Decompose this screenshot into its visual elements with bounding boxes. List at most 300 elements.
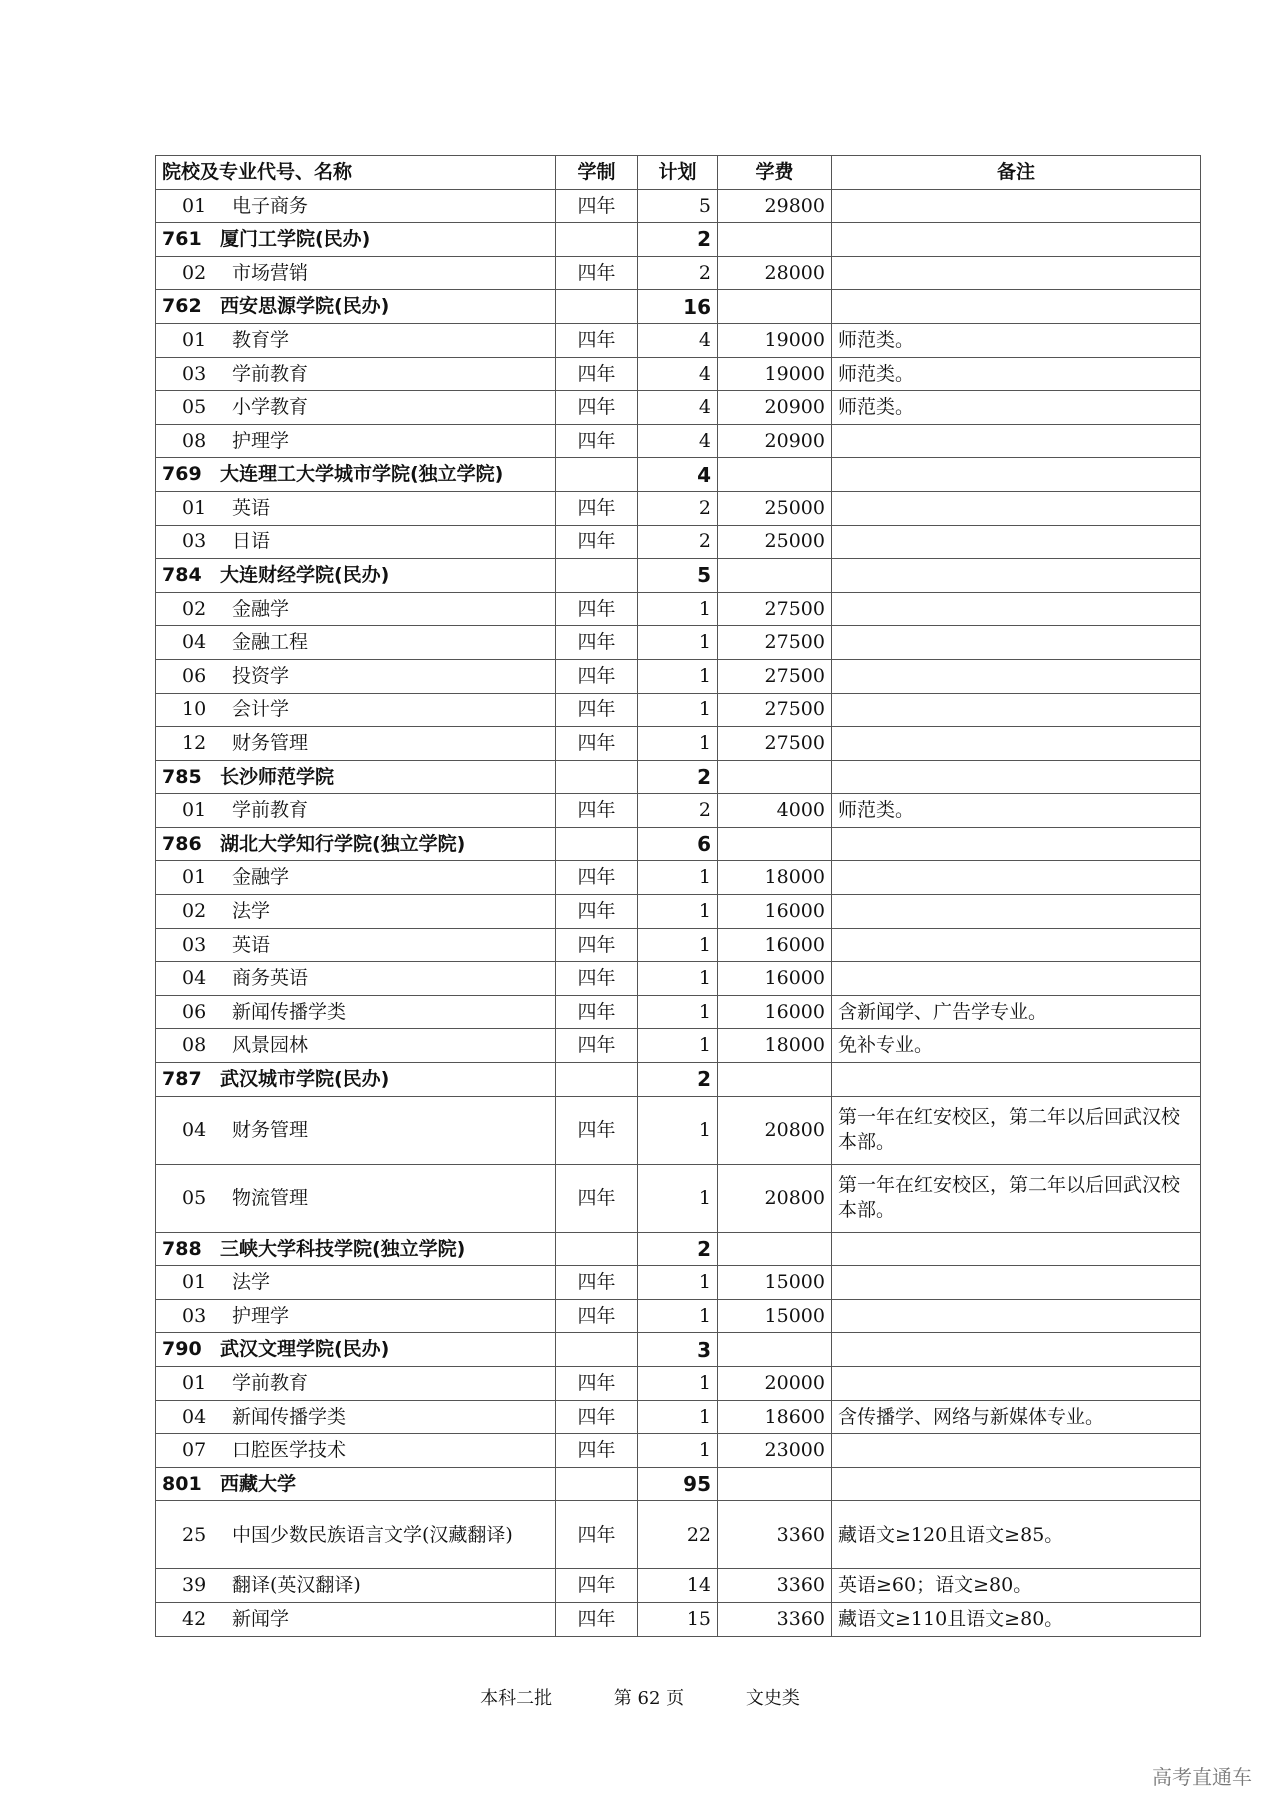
length-cell: 四年: [556, 794, 638, 828]
length-cell: 四年: [556, 1569, 638, 1603]
note-cell: [832, 256, 1201, 290]
major-name: 风景园林: [232, 1034, 309, 1057]
plan-cell: 2: [638, 1232, 718, 1266]
plan-cell: 3: [638, 1333, 718, 1367]
plan-cell: 1: [638, 592, 718, 626]
fee-cell: [718, 827, 832, 861]
major-code: 06: [182, 664, 207, 687]
plan-cell: 4: [638, 323, 718, 357]
fee-cell: 15000: [718, 1266, 832, 1300]
school-name: 西藏大学: [220, 1472, 297, 1495]
school-row: [156, 1063, 1201, 1097]
major-name-cell: [156, 1367, 556, 1401]
footer-category: 文史类: [745, 1688, 800, 1709]
fee-cell: 23000: [718, 1434, 832, 1468]
major-code: 25: [182, 1523, 207, 1546]
page-footer: [0, 1684, 1280, 1710]
length-cell: 四年: [556, 1164, 638, 1232]
major-row: [156, 861, 1201, 895]
length-cell: [556, 1232, 638, 1266]
fee-cell: 3360: [718, 1569, 832, 1603]
school-code: 784: [162, 564, 202, 587]
school-name-cell: [156, 290, 556, 324]
fee-cell: 3360: [718, 1501, 832, 1569]
note-cell: 免补专业。: [832, 1029, 1201, 1063]
plan-cell: 2: [638, 794, 718, 828]
note-cell: [832, 895, 1201, 929]
admission-plan-table: [155, 155, 1201, 1637]
length-cell: 四年: [556, 189, 638, 223]
major-row: [156, 256, 1201, 290]
school-name-cell: [156, 827, 556, 861]
major-code: 42: [182, 1607, 207, 1630]
note-cell: 藏语文≥110且语文≥80。: [832, 1602, 1201, 1636]
note-cell: 英语≥60；语文≥80。: [832, 1569, 1201, 1603]
major-name-cell: [156, 491, 556, 525]
major-code: 05: [182, 1186, 207, 1209]
plan-cell: 6: [638, 827, 718, 861]
major-row: [156, 525, 1201, 559]
length-cell: 四年: [556, 1602, 638, 1636]
plan-cell: 1: [638, 659, 718, 693]
school-code: 787: [162, 1067, 202, 1090]
major-code: 08: [182, 1034, 207, 1057]
major-name-cell: [156, 1266, 556, 1300]
length-cell: [556, 223, 638, 257]
length-cell: 四年: [556, 391, 638, 425]
major-name-cell: [156, 1299, 556, 1333]
length-cell: 四年: [556, 1400, 638, 1434]
major-name-cell: [156, 626, 556, 660]
note-cell: [832, 424, 1201, 458]
school-name: 武汉城市学院(民办): [220, 1067, 390, 1090]
major-code: 08: [182, 429, 207, 452]
major-code: 05: [182, 396, 207, 419]
fee-cell: 28000: [718, 256, 832, 290]
major-row: [156, 727, 1201, 761]
note-cell: [832, 491, 1201, 525]
major-name: 财务管理: [232, 1118, 309, 1141]
fee-cell: [718, 1232, 832, 1266]
plan-cell: 1: [638, 1299, 718, 1333]
major-code: 06: [182, 1000, 207, 1023]
major-row: [156, 189, 1201, 223]
major-row: [156, 1367, 1201, 1401]
fee-cell: 27500: [718, 727, 832, 761]
plan-cell: 4: [638, 391, 718, 425]
major-row: [156, 1266, 1201, 1300]
school-row: [156, 1232, 1201, 1266]
note-cell: [832, 962, 1201, 996]
school-name-cell: [156, 223, 556, 257]
length-cell: [556, 458, 638, 492]
school-name-cell: [156, 1467, 556, 1501]
major-name: 会计学: [232, 698, 290, 721]
plan-cell: 2: [638, 760, 718, 794]
major-name-cell: [156, 693, 556, 727]
major-row: [156, 1602, 1201, 1636]
major-name: 新闻传播学类: [232, 1405, 347, 1428]
table-header-row: [156, 156, 1201, 190]
fee-cell: [718, 1467, 832, 1501]
school-code: 790: [162, 1338, 202, 1361]
footer-batch: 本科二批: [480, 1688, 553, 1709]
length-cell: 四年: [556, 626, 638, 660]
footer-page: 第 62 页: [613, 1688, 685, 1709]
school-code: 785: [162, 765, 202, 788]
school-code: 762: [162, 295, 202, 318]
plan-cell: 1: [638, 995, 718, 1029]
major-name: 护理学: [232, 429, 290, 452]
plan-cell: 4: [638, 458, 718, 492]
length-cell: 四年: [556, 1266, 638, 1300]
major-name: 口腔医学技术: [232, 1439, 347, 1462]
fee-cell: 25000: [718, 491, 832, 525]
major-name: 投资学: [232, 664, 290, 687]
length-cell: 四年: [556, 1434, 638, 1468]
major-row: [156, 323, 1201, 357]
major-row: [156, 1164, 1201, 1232]
school-code: 769: [162, 463, 202, 486]
major-name-cell: [156, 895, 556, 929]
fee-cell: 20000: [718, 1367, 832, 1401]
note-cell: [832, 1232, 1201, 1266]
fee-cell: 18600: [718, 1400, 832, 1434]
fee-cell: 20900: [718, 424, 832, 458]
major-row: [156, 391, 1201, 425]
major-name-cell: [156, 1029, 556, 1063]
fee-cell: [718, 223, 832, 257]
note-cell: 师范类。: [832, 794, 1201, 828]
note-cell: [832, 693, 1201, 727]
major-name-cell: [156, 794, 556, 828]
length-cell: [556, 290, 638, 324]
fee-cell: [718, 559, 832, 593]
plan-cell: 2: [638, 223, 718, 257]
major-name-cell: [156, 323, 556, 357]
note-cell: 藏语文≥120且语文≥85。: [832, 1501, 1201, 1569]
fee-cell: 16000: [718, 962, 832, 996]
header-note: 备注: [832, 156, 1201, 190]
note-cell: [832, 928, 1201, 962]
major-name: 商务英语: [232, 967, 309, 990]
length-cell: 四年: [556, 525, 638, 559]
major-row: [156, 1400, 1201, 1434]
major-row: [156, 1569, 1201, 1603]
note-cell: [832, 592, 1201, 626]
major-name: 学前教育: [232, 1371, 309, 1394]
fee-cell: 20800: [718, 1164, 832, 1232]
plan-cell: 2: [638, 1063, 718, 1097]
fee-cell: 27500: [718, 693, 832, 727]
plan-cell: 1: [638, 1096, 718, 1164]
note-cell: [832, 1434, 1201, 1468]
fee-cell: 20900: [718, 391, 832, 425]
fee-cell: [718, 760, 832, 794]
major-name-cell: [156, 525, 556, 559]
major-name-cell: [156, 424, 556, 458]
note-cell: 师范类。: [832, 391, 1201, 425]
school-row: [156, 290, 1201, 324]
major-name-cell: [156, 928, 556, 962]
major-name: 教育学: [232, 328, 290, 351]
length-cell: 四年: [556, 424, 638, 458]
major-code: 03: [182, 933, 207, 956]
major-name-cell: [156, 727, 556, 761]
major-name: 电子商务: [232, 194, 309, 217]
school-name: 大连理工大学城市学院(独立学院): [220, 463, 504, 486]
plan-cell: 1: [638, 626, 718, 660]
length-cell: 四年: [556, 256, 638, 290]
major-name-cell: [156, 391, 556, 425]
plan-cell: 2: [638, 525, 718, 559]
school-row: [156, 458, 1201, 492]
major-code: 01: [182, 1271, 207, 1294]
major-row: [156, 1299, 1201, 1333]
fee-cell: 27500: [718, 626, 832, 660]
major-name-cell: [156, 189, 556, 223]
length-cell: 四年: [556, 592, 638, 626]
major-name-cell: [156, 592, 556, 626]
major-name-cell: [156, 1400, 556, 1434]
school-name: 大连财经学院(民办): [220, 564, 390, 587]
note-cell: [832, 559, 1201, 593]
fee-cell: 16000: [718, 995, 832, 1029]
header-fee: 学费: [718, 156, 832, 190]
fee-cell: 20800: [718, 1096, 832, 1164]
length-cell: [556, 1467, 638, 1501]
length-cell: 四年: [556, 323, 638, 357]
plan-cell: 1: [638, 1164, 718, 1232]
note-cell: 含新闻学、广告学专业。: [832, 995, 1201, 1029]
length-cell: [556, 559, 638, 593]
plan-cell: 4: [638, 424, 718, 458]
note-cell: [832, 659, 1201, 693]
school-name: 西安思源学院(民办): [220, 295, 390, 318]
school-name: 武汉文理学院(民办): [220, 1338, 390, 1361]
length-cell: 四年: [556, 1501, 638, 1569]
length-cell: 四年: [556, 491, 638, 525]
note-cell: [832, 760, 1201, 794]
plan-cell: 1: [638, 727, 718, 761]
major-name-cell: [156, 1501, 556, 1569]
major-name: 金融工程: [232, 631, 309, 654]
major-name: 市场营销: [232, 261, 309, 284]
major-code: 01: [182, 194, 207, 217]
major-code: 01: [182, 1371, 207, 1394]
major-code: 04: [182, 631, 207, 654]
plan-cell: 1: [638, 1367, 718, 1401]
major-name-cell: [156, 861, 556, 895]
fee-cell: 29800: [718, 189, 832, 223]
major-name-cell: [156, 1164, 556, 1232]
fee-cell: [718, 1063, 832, 1097]
note-cell: [832, 290, 1201, 324]
plan-cell: 2: [638, 491, 718, 525]
school-name-cell: [156, 559, 556, 593]
major-name-cell: [156, 1602, 556, 1636]
length-cell: [556, 827, 638, 861]
plan-cell: 1: [638, 1434, 718, 1468]
fee-cell: [718, 1333, 832, 1367]
plan-cell: 16: [638, 290, 718, 324]
major-name: 翻译(英汉翻译): [232, 1574, 361, 1597]
header-name: 院校及专业代号、名称: [156, 156, 556, 190]
fee-cell: 19000: [718, 357, 832, 391]
fee-cell: 25000: [718, 525, 832, 559]
fee-cell: 27500: [718, 592, 832, 626]
major-row: [156, 1501, 1201, 1569]
major-name: 新闻学: [232, 1607, 290, 1630]
note-cell: [832, 861, 1201, 895]
plan-cell: 5: [638, 189, 718, 223]
note-cell: [832, 525, 1201, 559]
school-code: 761: [162, 228, 202, 251]
school-row: [156, 827, 1201, 861]
major-code: 01: [182, 328, 207, 351]
school-name: 三峡大学科技学院(独立学院): [220, 1237, 466, 1260]
length-cell: 四年: [556, 928, 638, 962]
plan-cell: 22: [638, 1501, 718, 1569]
note-cell: [832, 1266, 1201, 1300]
fee-cell: 18000: [718, 1029, 832, 1063]
fee-cell: 16000: [718, 895, 832, 929]
major-code: 10: [182, 698, 207, 721]
plan-cell: 95: [638, 1467, 718, 1501]
major-code: 01: [182, 496, 207, 519]
major-row: [156, 659, 1201, 693]
length-cell: 四年: [556, 357, 638, 391]
school-name-cell: [156, 1063, 556, 1097]
major-row: [156, 626, 1201, 660]
major-row: [156, 491, 1201, 525]
plan-cell: 5: [638, 559, 718, 593]
major-code: 03: [182, 362, 207, 385]
length-cell: 四年: [556, 962, 638, 996]
major-row: [156, 995, 1201, 1029]
fee-cell: 4000: [718, 794, 832, 828]
major-name-cell: [156, 1096, 556, 1164]
major-code: 02: [182, 261, 207, 284]
plan-cell: 1: [638, 1266, 718, 1300]
school-name: 厦门工学院(民办): [220, 228, 371, 251]
major-code: 03: [182, 1304, 207, 1327]
major-name: 护理学: [232, 1304, 290, 1327]
header-length: 学制: [556, 156, 638, 190]
major-name: 金融学: [232, 866, 290, 889]
major-name-cell: [156, 256, 556, 290]
length-cell: [556, 1333, 638, 1367]
major-code: 01: [182, 866, 207, 889]
fee-cell: 27500: [718, 659, 832, 693]
major-row: [156, 928, 1201, 962]
plan-cell: 1: [638, 962, 718, 996]
length-cell: 四年: [556, 727, 638, 761]
length-cell: 四年: [556, 895, 638, 929]
note-cell: [832, 1467, 1201, 1501]
note-cell: 含传播学、网络与新媒体专业。: [832, 1400, 1201, 1434]
major-row: [156, 1029, 1201, 1063]
note-cell: [832, 1299, 1201, 1333]
note-cell: [832, 1063, 1201, 1097]
major-code: 03: [182, 530, 207, 553]
length-cell: 四年: [556, 1096, 638, 1164]
note-cell: 第一年在红安校区，第二年以后回武汉校本部。: [832, 1096, 1201, 1164]
major-name: 英语: [232, 496, 271, 519]
major-name: 中国少数民族语言文学(汉藏翻译): [232, 1523, 513, 1546]
major-name: 学前教育: [232, 362, 309, 385]
fee-cell: [718, 290, 832, 324]
length-cell: [556, 760, 638, 794]
major-name-cell: [156, 962, 556, 996]
school-name: 长沙师范学院: [220, 765, 335, 788]
major-name-cell: [156, 1569, 556, 1603]
plan-cell: 15: [638, 1602, 718, 1636]
fee-cell: [718, 458, 832, 492]
plan-cell: 1: [638, 928, 718, 962]
note-cell: [832, 827, 1201, 861]
school-code: 801: [162, 1472, 202, 1495]
plan-cell: 1: [638, 895, 718, 929]
major-name: 法学: [232, 1271, 271, 1294]
major-code: 04: [182, 967, 207, 990]
major-name-cell: [156, 659, 556, 693]
fee-cell: 19000: [718, 323, 832, 357]
major-code: 39: [182, 1574, 207, 1597]
major-row: [156, 962, 1201, 996]
header-plan: 计划: [638, 156, 718, 190]
major-name-cell: [156, 1434, 556, 1468]
length-cell: 四年: [556, 693, 638, 727]
major-name: 学前教育: [232, 799, 309, 822]
note-cell: [832, 1367, 1201, 1401]
school-row: [156, 760, 1201, 794]
major-name: 物流管理: [232, 1186, 309, 1209]
note-cell: [832, 626, 1201, 660]
major-name-cell: [156, 357, 556, 391]
major-row: [156, 357, 1201, 391]
major-code: 04: [182, 1118, 207, 1141]
school-row: [156, 559, 1201, 593]
major-row: [156, 895, 1201, 929]
fee-cell: 16000: [718, 928, 832, 962]
watermark: 高考直通车: [1152, 1765, 1252, 1789]
major-name: 日语: [232, 530, 271, 553]
note-cell: 第一年在红安校区，第二年以后回武汉校本部。: [832, 1164, 1201, 1232]
plan-cell: 4: [638, 357, 718, 391]
length-cell: 四年: [556, 659, 638, 693]
major-code: 07: [182, 1439, 207, 1462]
note-cell: 师范类。: [832, 323, 1201, 357]
note-cell: [832, 458, 1201, 492]
plan-cell: 1: [638, 861, 718, 895]
plan-cell: 1: [638, 693, 718, 727]
school-row: [156, 1333, 1201, 1367]
school-name: 湖北大学知行学院(独立学院): [220, 832, 466, 855]
major-name: 财务管理: [232, 732, 309, 755]
length-cell: 四年: [556, 861, 638, 895]
school-name-cell: [156, 760, 556, 794]
school-name-cell: [156, 1333, 556, 1367]
length-cell: 四年: [556, 1367, 638, 1401]
major-code: 02: [182, 597, 207, 620]
major-row: [156, 794, 1201, 828]
school-name-cell: [156, 458, 556, 492]
school-code: 788: [162, 1237, 202, 1260]
plan-cell: 2: [638, 256, 718, 290]
major-name-cell: [156, 995, 556, 1029]
note-cell: [832, 223, 1201, 257]
